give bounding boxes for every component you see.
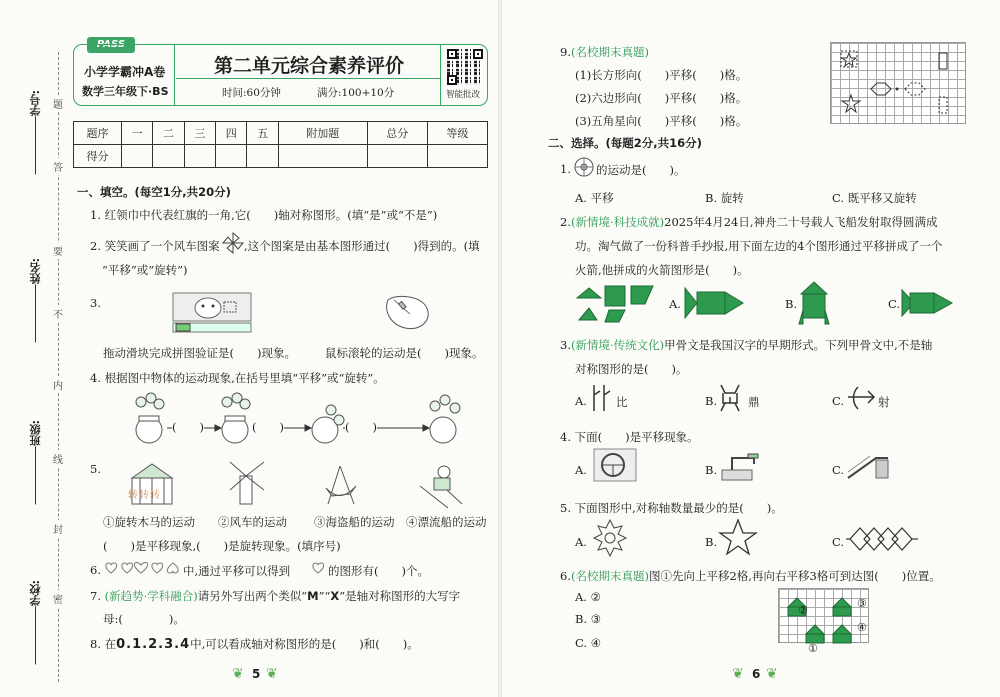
- oracle-char-a: 比: [616, 395, 628, 409]
- q4-answer-1[interactable]: ( ): [172, 420, 204, 434]
- q5-item-2: ②风车的运动: [218, 515, 287, 529]
- choice-2-option-c[interactable]: C.: [888, 297, 901, 311]
- qr-code[interactable]: [447, 49, 483, 85]
- choice-6-option-c[interactable]: C. ④: [575, 636, 602, 650]
- binding-dashed-line: [58, 52, 59, 682]
- oracle-char-c: 射: [878, 395, 890, 409]
- question-7: 7. (新趋势·学科融合)请另外写出两个类似“M”“X”是轴对称图形的大写字: [90, 589, 461, 603]
- choice-6-option-b[interactable]: B. ③: [575, 612, 602, 626]
- page-title: 第二单元综合素养评价: [214, 55, 405, 77]
- diamond-chain-shape: [846, 524, 918, 554]
- sprout-icon: ❦: [766, 666, 778, 682]
- choice-4-option-b[interactable]: B.: [705, 463, 718, 477]
- pass-logo: PASS: [87, 37, 135, 53]
- book-spine: [498, 0, 502, 697]
- score-header-cell: 等级: [427, 122, 487, 145]
- question-1: 1. 红领巾中代表红旗的一角,它( )轴对称图形。(填“是”或“不是”): [90, 208, 438, 222]
- faucet-image: [720, 452, 764, 482]
- choice-2-option-b[interactable]: B.: [785, 297, 798, 311]
- oracle-she-glyph: [846, 383, 876, 413]
- question-6-num: 6.: [90, 563, 101, 577]
- q5-line2: ( )是平移现象,( )是旋转现象。(填序号): [103, 539, 341, 553]
- rocket-pieces-image: [575, 284, 657, 324]
- choice-3-option-a[interactable]: A.: [575, 394, 587, 408]
- heart-icon: [310, 560, 326, 576]
- c6-tag: (名校期末真题): [570, 569, 649, 583]
- choice-3: 3.(新情境·传统文化)甲骨文是我国汉字的早期形式。下列甲骨文中,不是轴: [560, 338, 933, 352]
- full-score-label: 满分:100+10分: [317, 87, 395, 99]
- choice-6: 6.(名校期末真题)图①先向上平移2格,再向右平移3格可到达图( )位置。: [560, 569, 941, 583]
- q5-item-3: ③海盗船的运动: [314, 515, 395, 529]
- choice-1-option-c[interactable]: C. 既平移又旋转: [832, 191, 917, 205]
- binding-char: 要: [53, 242, 63, 259]
- score-header-cell: 题序: [74, 122, 122, 145]
- choice-1-num: 1.: [560, 162, 571, 176]
- ceiling-fan-icon: [573, 156, 595, 178]
- binding-char: 密: [53, 590, 63, 607]
- qr-caption: 智能批改: [446, 90, 481, 100]
- sprout-icon: ❦: [732, 666, 744, 682]
- q6-label-2: ②: [798, 604, 808, 617]
- header-box: [73, 44, 488, 106]
- question-6-mid: 中,通过平移可以得到: [183, 564, 291, 578]
- q4-answer-2[interactable]: ( ): [252, 420, 284, 434]
- grade-label: 数学三年级下·BS: [82, 85, 169, 98]
- choice-5: 5. 下面图形中,对称轴数量最少的是( )。: [560, 501, 783, 515]
- page-number-left: 5: [252, 667, 261, 681]
- binding-char: 不: [53, 305, 63, 322]
- score-header-cell: 一: [122, 122, 153, 145]
- question-7-line2: 母:( )。: [103, 612, 185, 626]
- q9-grid: [830, 42, 966, 124]
- binding-char: 内: [53, 376, 63, 393]
- c3-tag: (新情境·传统文化): [570, 338, 665, 352]
- q6-label-1: ①: [808, 642, 818, 655]
- sprout-icon: ❦: [266, 666, 278, 682]
- choice-5-option-b[interactable]: B.: [705, 535, 718, 549]
- score-header-cell: 五: [247, 122, 278, 145]
- q5-item-4: ④漂流船的运动: [406, 515, 487, 529]
- question-6-end: 的图形有( )个。: [328, 564, 429, 578]
- class-field[interactable]: [28, 420, 44, 506]
- c2-tag: (新情境·科技成就): [570, 215, 665, 229]
- star-shape: [718, 518, 758, 556]
- score-table-row: [74, 145, 488, 168]
- choice-1-option-a[interactable]: A. 平移: [575, 191, 614, 205]
- score-cell[interactable]: [153, 145, 184, 168]
- carousel-sign: 转转转: [128, 490, 161, 501]
- score-cell[interactable]: [367, 145, 427, 168]
- binding-char: 题: [53, 95, 63, 112]
- score-cell[interactable]: [216, 145, 247, 168]
- puzzle-slider-image: [172, 292, 252, 334]
- student-name-field[interactable]: [28, 258, 44, 344]
- q5-item-1: ①旋转木马的运动: [103, 515, 195, 529]
- student-id-field[interactable]: [28, 90, 44, 176]
- q9-item-2: (2)六边形向( )平移( )格。: [575, 91, 748, 105]
- q5-images: [122, 458, 467, 513]
- choice-3-option-c[interactable]: C.: [832, 394, 845, 408]
- score-cell[interactable]: [122, 145, 153, 168]
- choice-2: 2.(新情境·科技成就)2025年4月24日,神舟二十号载人飞船发射取得圆满成: [560, 215, 938, 229]
- question-2c: “平移”或“旋转”): [102, 263, 188, 277]
- question-5-num: 5.: [90, 462, 101, 476]
- steering-wheel-image: [593, 448, 637, 482]
- score-cell[interactable]: [184, 145, 215, 168]
- student-id-label: 学号:: [29, 90, 42, 117]
- score-table-header-row: [74, 122, 488, 145]
- score-header-cell: 三: [184, 122, 215, 145]
- choice-6-option-a[interactable]: A. ②: [575, 590, 601, 604]
- question-4: 4. 根据图中物体的运动现象,在括号里填“平移”或“旋转”。: [90, 371, 385, 385]
- choice-2-line3: 火箭,他拼成的火箭图形是( )。: [575, 263, 749, 277]
- section-fill-blank: 一、填空。(每空1分,共20分): [77, 185, 231, 199]
- score-cell[interactable]: [247, 145, 278, 168]
- q9-item-1: (1)长方形向( )平移( )格。: [575, 68, 748, 82]
- choice-4: 4. 下面( )是平移现象。: [560, 430, 699, 444]
- school-field[interactable]: [28, 580, 44, 666]
- series-name: 小学学霸冲A卷: [84, 65, 166, 79]
- q7-tag: (新趋势·学科融合): [104, 589, 198, 603]
- rocket-option-c: [900, 286, 954, 320]
- choice-1-text: 的运动是( )。: [596, 163, 686, 177]
- student-name-label: 姓名:: [29, 258, 42, 285]
- score-cell[interactable]: [278, 145, 367, 168]
- q9-tag: (名校期末真题): [570, 45, 649, 59]
- school-label: 学校:: [29, 580, 42, 607]
- score-header-cell: 四: [216, 122, 247, 145]
- binding-char: 封: [53, 520, 63, 537]
- q9-item-3: (3)五角星向( )平移( )格。: [575, 114, 748, 128]
- rocket-option-b: [797, 280, 831, 326]
- time-label: 时间:60分钟: [222, 87, 281, 99]
- question-3-text-b: 鼠标滚轮的运动是( )现象。: [325, 346, 484, 360]
- mouse-image: [382, 292, 434, 334]
- q4-answer-3[interactable]: ( ): [345, 420, 377, 434]
- q6-label-4: ④: [857, 621, 867, 634]
- choice-3-option-b[interactable]: B.: [705, 394, 718, 408]
- choice-2-line2: 功。淘气做了一份科普手抄报,用下面左边的4个图形通过平移拼成了一个: [575, 239, 943, 253]
- choice-2-option-a[interactable]: A.: [669, 297, 681, 311]
- choice-1-option-b[interactable]: B. 旋转: [705, 191, 744, 205]
- score-cell[interactable]: [427, 145, 487, 168]
- score-row-label: 得分: [74, 145, 122, 168]
- question-3-text-a: 拖动滑块完成拼图验证是( )现象。: [103, 346, 296, 360]
- choice-4-option-c[interactable]: C.: [832, 463, 845, 477]
- q6-grid: [778, 588, 869, 643]
- question-9-title: 9.(名校期末真题): [560, 45, 649, 59]
- hearts-row-icon: [103, 560, 181, 576]
- choice-5-option-a[interactable]: A.: [575, 535, 587, 549]
- score-header-cell: 二: [153, 122, 184, 145]
- escalator-image: [846, 452, 890, 482]
- pinwheel-icon: [222, 232, 244, 254]
- page-number-right: 6: [752, 667, 761, 681]
- oracle-char-b: 鼎: [748, 395, 760, 409]
- sprout-icon: ❦: [232, 666, 244, 682]
- rocket-option-a: [683, 286, 745, 320]
- choice-5-option-c[interactable]: C.: [832, 535, 845, 549]
- oracle-ding-glyph: [717, 383, 743, 413]
- question-3-num: 3.: [90, 296, 101, 310]
- choice-3-line2: 对称图形的是( )。: [575, 362, 688, 376]
- q8-digits: 0.1.2.3.4: [116, 637, 191, 652]
- score-table: [73, 121, 488, 168]
- question-2b: ,这个图案是由基本图形通过( )得到的。(填: [244, 239, 480, 253]
- class-label: 班级:: [29, 420, 42, 447]
- binding-char: 线: [53, 450, 63, 467]
- binding-char: 答: [53, 158, 63, 175]
- question-8: 8. 在0.1.2.3.4中,可以看成轴对称图形的是( )和( )。: [90, 637, 419, 652]
- oracle-bi-glyph: [590, 383, 614, 413]
- q6-label-3: ③: [857, 597, 867, 610]
- question-2a: 2. 笑笑画了一个风车图案: [90, 239, 220, 253]
- score-header-cell: 总分: [367, 122, 427, 145]
- snowflake-shape: [590, 518, 630, 558]
- choice-4-option-a[interactable]: A.: [575, 463, 587, 477]
- score-header-cell: 附加题: [278, 122, 367, 145]
- section-choice: 二、选择。(每题2分,共16分): [548, 136, 702, 150]
